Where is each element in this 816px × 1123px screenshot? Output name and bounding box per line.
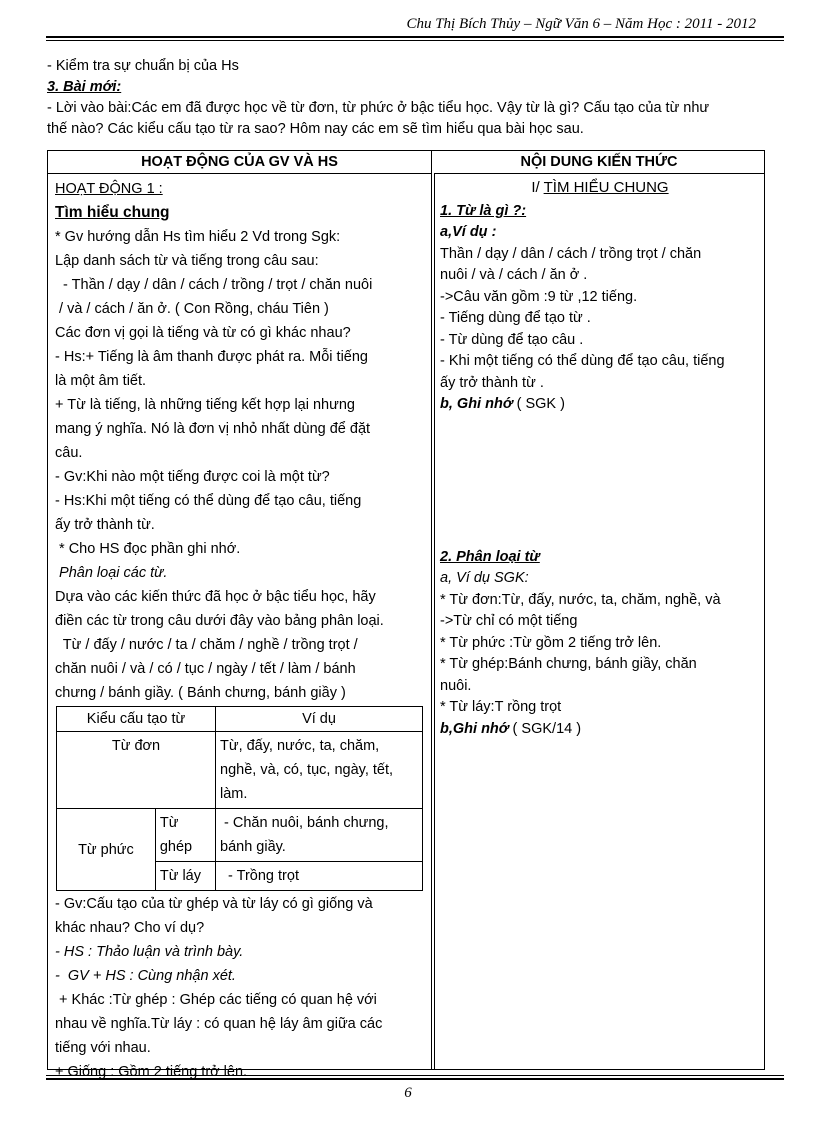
text-line: - Thần / dạy / dân / cách / trồng / trọt / chăn nuôi: [55, 277, 373, 293]
content-line: ấy trở thành từ .: [440, 374, 544, 391]
header-rule-thin: [46, 40, 784, 41]
text-line: mang ý nghĩa. Nó là đơn vị nhỏ nhất dùng để đặt: [55, 421, 371, 437]
column-divider: [431, 173, 435, 1069]
content-line: * Từ phức :Từ gồm 2 tiếng trở lên.: [440, 634, 662, 651]
content-heading: 2. Phân loại từ: [440, 548, 540, 565]
text-line: tiếng với nhau.: [55, 1040, 151, 1056]
activity-title: Tìm hiểu chung: [55, 204, 170, 221]
column-header-activities: HOẠT ĐỘNG CỦA GV VÀ HS: [48, 151, 431, 174]
content-line: [440, 394, 760, 416]
content-subheading: a, Ví dụ SGK:: [440, 570, 529, 586]
inner-cell: Từ ghép: [155, 809, 215, 862]
ref-text: ( SGK/14 ): [508, 720, 582, 737]
content-title: [440, 177, 760, 199]
column-header-content: NỘI DUNG KIẾN THỨC: [434, 151, 764, 174]
text-line: Lập danh sách từ và tiếng trong câu sau:: [55, 253, 319, 269]
content-line: * Từ đơn:Từ, đấy, nước, ta, chăm, nghề, và: [440, 591, 721, 608]
inner-cell: - Chăn nuôi, bánh chưng, bánh giầy.: [216, 809, 423, 862]
intro-line: - Kiểm tra sự chuẩn bị của Hs: [47, 58, 239, 74]
intro-line: - Lời vào bài:Các em đã được học về từ đơn, từ phức ở bậc tiểu học. Vậy từ là gì? Cấu tạo của từ như: [47, 100, 710, 116]
content-line: - Tiếng dùng để tạo từ .: [440, 310, 591, 326]
content-line: - Khi một tiếng có thể dùng để tạo câu, tiếng: [440, 353, 725, 369]
content-subheading: b,Ghi nhớ: [440, 720, 509, 737]
content-subheading: b, Ghi nhớ: [440, 396, 513, 412]
inner-cell: Từ láy: [155, 862, 215, 891]
text-line: chưng / bánh giầy. ( Bánh chưng, bánh giầy ): [55, 685, 346, 701]
text-line: + Khác :Từ ghép : Ghép các tiếng có quan hệ với: [55, 992, 377, 1008]
lesson-table: [47, 150, 765, 1080]
text-line: Các đơn vị gọi là tiếng và từ có gì khác nhau?: [55, 325, 351, 341]
text-line: - Gv:Khi nào một tiếng được coi là một từ?: [55, 469, 330, 485]
subheading: Phân loại các từ.: [55, 565, 168, 581]
text-line: nhau về nghĩa.Từ láy : có quan hệ láy âm giữa các: [55, 1016, 383, 1032]
content-line: nuôi / và / cách / ăn ở .: [440, 267, 588, 283]
text-line: là một âm tiết.: [55, 373, 147, 389]
content-line: ->Từ chỉ có một tiếng: [440, 613, 578, 629]
text-line: chăn nuôi / và / có / tục / ngày / tết / làm / bánh: [55, 661, 356, 677]
text-line: + Từ là tiếng, là những tiếng kết hợp lại nhưng: [55, 397, 355, 413]
content-line: [440, 719, 760, 741]
title-text: TÌM HIỂU CHUNG: [543, 179, 669, 196]
text-line: khác nhau? Cho ví dụ?: [55, 920, 205, 936]
content-heading: 1. Từ là gì ?:: [440, 202, 527, 219]
classification-table: [56, 706, 423, 891]
content-line: * Từ láy:T rồng trọt: [440, 699, 562, 715]
intro-line: thế nào? Các kiểu cấu tạo từ ra sao? Hôm nay các em sẽ tìm hiểu qua bài học sau.: [47, 121, 584, 137]
text-line: - HS : Thảo luận và trình bày.: [55, 944, 244, 960]
text-line: câu.: [55, 445, 83, 461]
content-line: * Từ ghép:Bánh chưng, bánh giầy, chăn: [440, 656, 697, 672]
inner-header: Kiểu cấu tạo từ: [57, 707, 216, 732]
text-line: ấy trở thành từ.: [55, 517, 155, 533]
text-line: - Hs:+ Tiếng là âm thanh được phát ra. Mỗi tiếng: [55, 349, 368, 365]
text-line: Từ / đấy / nước / ta / chăm / nghề / trồng trọt /: [55, 637, 358, 653]
activity-label: HOẠT ĐỘNG 1 :: [55, 181, 163, 197]
content-line: ->Câu văn gồm :9 từ ,12 tiếng.: [440, 288, 638, 305]
inner-cell: Từ, đấy, nước, ta, chăm, nghề, và, có, tục, ngày, tết, làm.: [216, 732, 423, 809]
page-number: 6: [404, 1085, 412, 1101]
text-line: - Hs:Khi một tiếng có thể dùng để tạo câu, tiếng: [55, 493, 362, 509]
content-subheading: a,Ví dụ :: [440, 224, 497, 240]
title-prefix: I/: [531, 179, 544, 196]
inner-cell: - Trồng trọt: [216, 862, 423, 891]
footer-rule-thin: [46, 1075, 784, 1076]
text-line: - GV + HS : Cùng nhận xét.: [55, 968, 236, 984]
activities-column: [55, 177, 427, 1084]
text-line: - Gv:Cấu tạo của từ ghép và từ láy có gì giống và: [55, 896, 373, 912]
text-line: điền các từ trong câu dưới đây vào bảng phân loại.: [55, 613, 384, 629]
text-line: * Gv hướng dẫn Hs tìm hiểu 2 Vd trong Sgk:: [55, 229, 341, 245]
text-line: + Giống : Gồm 2 tiếng trở lên.: [55, 1064, 248, 1080]
inner-header: Ví dụ: [216, 707, 423, 732]
inner-cell: Từ đơn: [57, 732, 216, 809]
header-rule: [46, 36, 784, 38]
intro-section: [47, 56, 787, 140]
text-line: * Cho HS đọc phần ghi nhớ.: [55, 541, 241, 557]
footer-rule: [46, 1078, 784, 1080]
ref-text: ( SGK ): [512, 396, 565, 412]
content-line: Thần / dạy / dân / cách / trồng trọt / chăn: [440, 245, 702, 262]
content-line: - Từ dùng để tạo câu .: [440, 331, 584, 348]
page-header: Chu Thị Bích Thủy – Ngữ Văn 6 – Năm Học : 2011 - 2012: [406, 16, 756, 32]
content-column: [440, 177, 760, 740]
text-line: / và / cách / ăn ở. ( Con Rồng, cháu Tiên ): [55, 301, 329, 317]
text-line: Dựa vào các kiến thức đã học ở bậc tiểu học, hãy: [55, 589, 376, 605]
inner-cell: Từ phức: [57, 809, 156, 891]
section-heading: 3. Bài mới:: [47, 79, 122, 95]
content-line: nuôi.: [440, 677, 472, 694]
